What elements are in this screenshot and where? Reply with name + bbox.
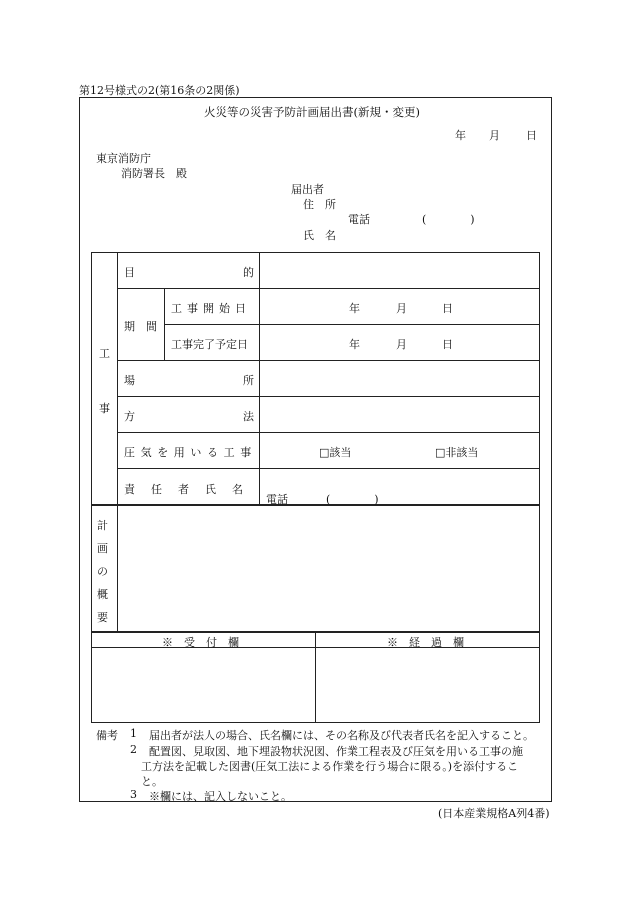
applicant-name-label: 氏 名: [303, 229, 336, 242]
progress-label: ※ 経 過 欄: [387, 636, 464, 649]
plan-summary-box: [91, 505, 540, 632]
applicable-checkbox[interactable]: □該当: [319, 446, 352, 459]
plan-summary-char-2: 画: [97, 542, 108, 555]
footer-size-note: (日本産業規格A列4番): [438, 807, 550, 820]
construction-label-1: 工: [99, 347, 110, 360]
start-month: 月: [396, 302, 407, 315]
addressee-chief: 消防署長 殿: [121, 167, 187, 180]
responsible-label: 責任者氏名: [124, 483, 259, 496]
reception-label: ※ 受 付 欄: [162, 636, 239, 649]
note-2-cont-1: 工方法を記載した図書(圧気工法による作業を行う場合に限る。)を添付するこ: [141, 760, 519, 773]
note-1-text: 届出者が法人の場合、氏名欄には、その名称及び代表者氏名を記入すること。: [149, 729, 534, 742]
end-date-label: 工事完了予定日: [171, 338, 248, 351]
date-day-label: 日: [526, 129, 537, 142]
place-label: 場 所: [124, 374, 254, 387]
note-2-num: 2: [130, 743, 137, 756]
note-2-cont-2: と。: [141, 775, 163, 788]
end-year: 年: [349, 338, 360, 351]
plan-summary-char-4: 概: [97, 588, 108, 601]
start-year: 年: [349, 302, 360, 315]
form-title: 火災等の災害予防計画届出書(新規・変更): [204, 105, 420, 119]
notes-heading: 備考: [96, 729, 118, 742]
applicant-phone-paren: ( ): [422, 213, 475, 226]
applicant-heading: 届出者: [291, 183, 324, 196]
start-date-label: 工事開始日: [171, 302, 251, 315]
note-3-text: ※欄には、記入しないこと。: [149, 790, 292, 803]
compressed-air-label: 圧気を用いる工事: [124, 446, 257, 459]
responsible-phone-paren: ( ): [326, 493, 379, 506]
construction-label-2: 事: [99, 402, 110, 415]
start-day: 日: [442, 302, 453, 315]
not-applicable-checkbox[interactable]: □非該当: [435, 446, 479, 459]
note-3-num: 3: [130, 788, 137, 801]
plan-summary-char-3: の: [97, 565, 108, 578]
plan-summary-char-1: 計: [97, 519, 108, 532]
end-day: 日: [442, 338, 453, 351]
date-year-label: 年: [455, 129, 466, 142]
form-number: 第12号様式の2(第16条の2関係): [79, 84, 240, 97]
method-label: 方 法: [124, 410, 254, 423]
plan-summary-char-5: 要: [97, 611, 108, 624]
addressee-org: 東京消防庁: [96, 152, 151, 165]
applicant-phone-label: 電話: [348, 213, 370, 226]
date-month-label: 月: [489, 129, 500, 142]
note-2-text: 配置図、見取図、地下埋設物状況図、作業工程表及び圧気を用いる工事の施: [149, 745, 523, 758]
responsible-phone-label: 電話: [266, 493, 288, 506]
applicant-address-label: 住 所: [303, 198, 336, 211]
note-1-num: 1: [130, 727, 137, 740]
purpose-label: 目 的: [124, 266, 254, 279]
period-label: 期 間: [124, 320, 157, 333]
end-month: 月: [396, 338, 407, 351]
